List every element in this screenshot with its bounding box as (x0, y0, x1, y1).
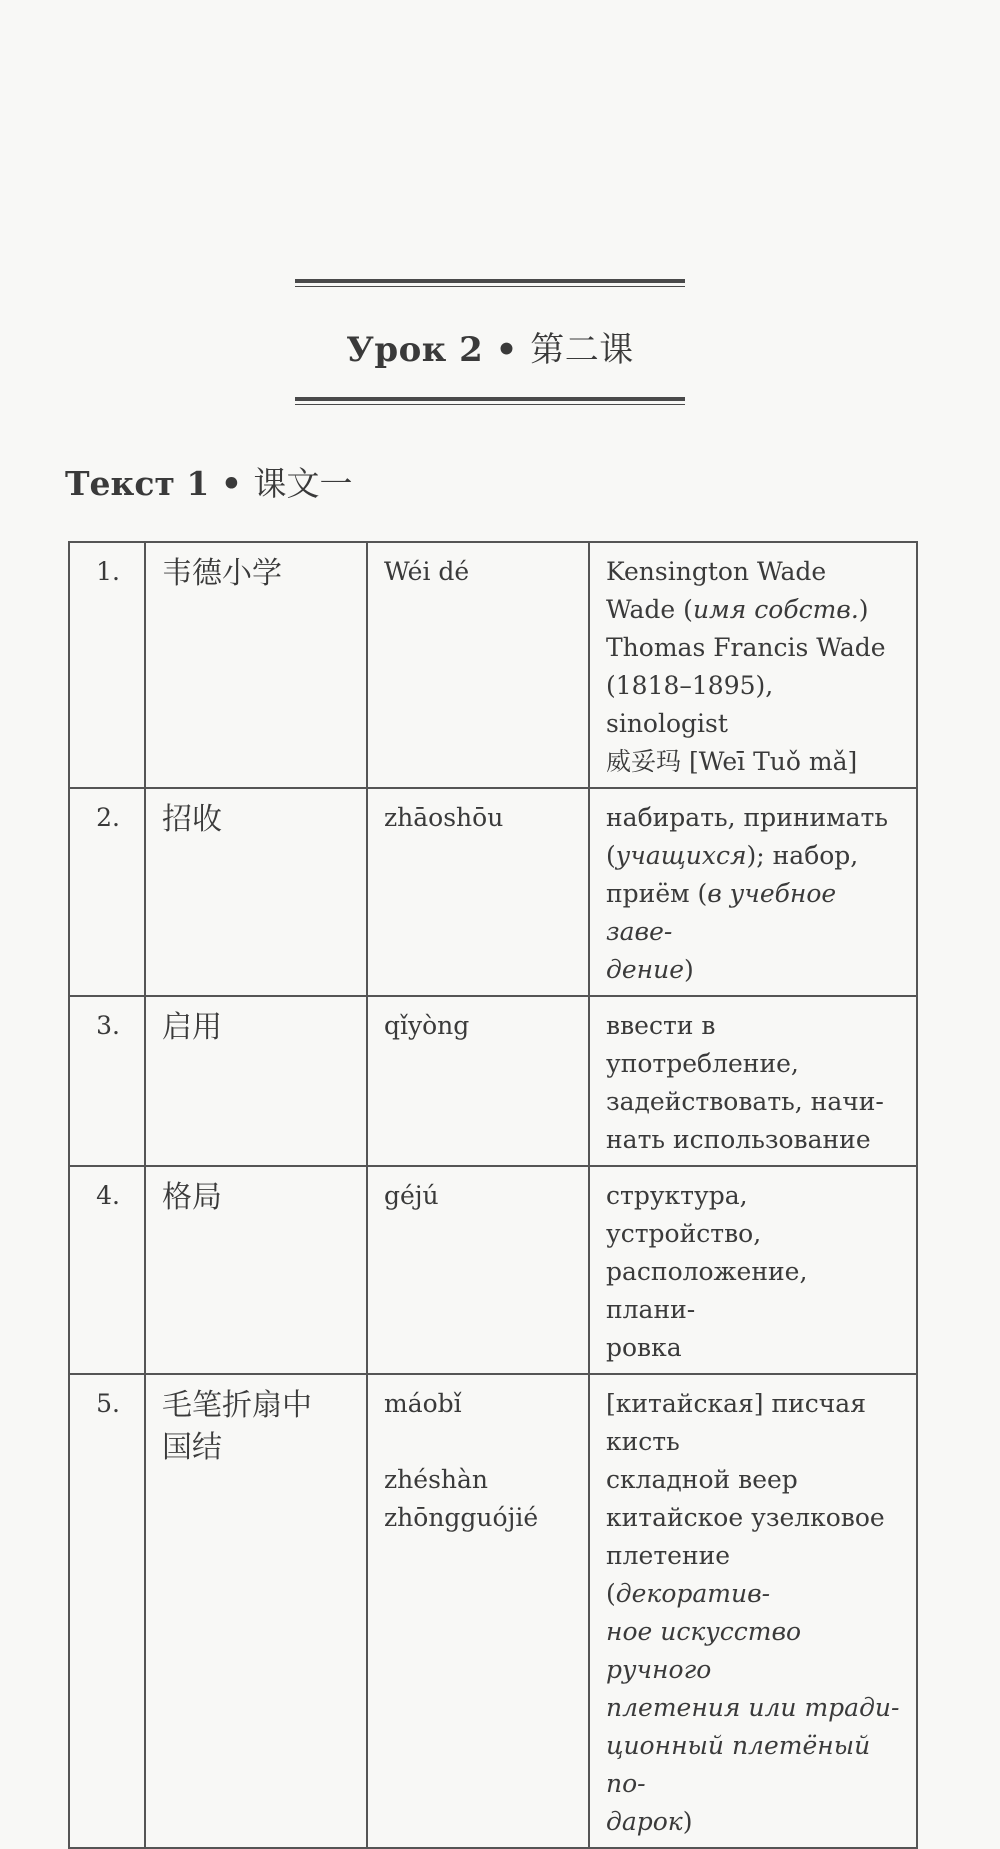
hanzi-cell: 启用 (145, 996, 367, 1166)
row-number: 3. (69, 996, 145, 1166)
row-number: 4. (69, 1166, 145, 1374)
italic-note: в учебное заве- (606, 879, 837, 946)
pinyin-cell: Wéi dé (367, 542, 589, 788)
table-row (69, 996, 917, 1166)
translation-cell (589, 788, 917, 996)
hanzi-cell: 韦德小学 (145, 542, 367, 788)
row-number: 1. (69, 542, 145, 788)
translation-cell (589, 542, 917, 788)
hanzi-line: 国结 (162, 1430, 222, 1465)
vocabulary-table (68, 541, 918, 1849)
translation-line: китайское узелковое (606, 1503, 885, 1532)
italic-note: имя собств. (692, 595, 859, 624)
translation-line (606, 591, 902, 629)
table-row (69, 1374, 917, 1848)
translation-line (606, 837, 902, 875)
hanzi-cell (145, 1374, 367, 1848)
row-number: 5. (69, 1374, 145, 1848)
translation-line: [китайская] писчая (606, 1389, 866, 1418)
hanzi-line: 毛笔折扇中 (162, 1388, 312, 1423)
text-fragment: ) (682, 1807, 693, 1836)
table-row (69, 1166, 917, 1374)
lesson-title (0, 322, 980, 371)
translation-line: кисть (606, 1427, 680, 1456)
section-bullet: • (220, 464, 242, 503)
text-fragment: ) (858, 595, 869, 624)
translation-line: ввести в употребление, (606, 1011, 799, 1078)
text-fragment: приём ( (606, 879, 708, 908)
row-number: 2. (69, 788, 145, 996)
pinyin-line: zhōngguójié (384, 1503, 539, 1532)
translation-line (606, 951, 902, 989)
translation-line: ровка (606, 1333, 682, 1362)
translation-line: (1818–1895), sinologist (606, 671, 774, 738)
translation-line: Thomas Francis Wade (606, 633, 886, 662)
lesson-bullet: • (495, 330, 518, 370)
translation-line (606, 1803, 902, 1841)
translation-line: набирать, принимать (606, 803, 888, 832)
bottom-double-rule (295, 397, 685, 405)
translation-line (606, 875, 902, 951)
text-fragment: ( (606, 841, 616, 870)
lesson-label: Урок 2 (346, 330, 484, 370)
translation-line: нать использование (606, 1125, 871, 1154)
italic-note: учащихся (615, 841, 747, 870)
translation-line: структура, устройство, (606, 1181, 762, 1248)
pinyin-cell: zhāoshōu (367, 788, 589, 996)
lesson-chinese: 第二课 (530, 330, 634, 370)
text-fragment: ) (684, 955, 694, 984)
pinyin-cell: qǐyòng (367, 996, 589, 1166)
translation-line: плетения или тради- (606, 1693, 900, 1722)
italic-note: дение (606, 955, 685, 984)
text-fragment: Wade ( (606, 595, 693, 624)
hanzi-cell: 招收 (145, 788, 367, 996)
section-chinese: 课文一 (253, 464, 353, 503)
pinyin-line: zhéshàn (384, 1465, 489, 1494)
pinyin-cell: géjú (367, 1166, 589, 1374)
translation-cell (589, 1374, 917, 1848)
text-fragment: плетение ( (606, 1541, 731, 1608)
table-row (69, 542, 917, 788)
translation-line: 威妥玛 [Weī Tuǒ mǎ] (606, 747, 858, 776)
translation-cell (589, 996, 917, 1166)
translation-line: ционный плетёный по- (606, 1731, 871, 1798)
italic-note: декоратив- (615, 1579, 771, 1608)
translation-line (606, 1537, 902, 1613)
pinyin-line: máobǐ (384, 1389, 462, 1418)
top-double-rule (295, 279, 685, 287)
translation-line: ное искусство ручного (606, 1617, 802, 1684)
translation-line: расположение, плани- (606, 1257, 808, 1324)
translation-line: Kensington Wade (606, 557, 827, 586)
section-label: Текст 1 (65, 464, 210, 503)
section-heading (65, 458, 352, 505)
table-row (69, 788, 917, 996)
pinyin-cell (367, 1374, 589, 1848)
italic-note: дарок (606, 1807, 683, 1836)
translation-line: складной веер (606, 1465, 798, 1494)
hanzi-cell: 格局 (145, 1166, 367, 1374)
translation-line: задействовать, начи- (606, 1087, 884, 1116)
text-fragment: ); набор, (746, 841, 859, 870)
translation-cell (589, 1166, 917, 1374)
